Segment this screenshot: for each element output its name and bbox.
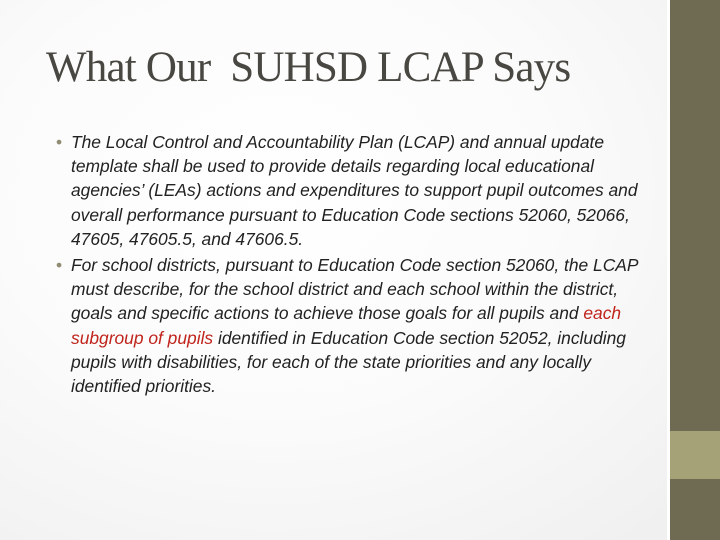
decorative-side-accent — [670, 431, 720, 479]
highlighted-text: each subgroup of pupils — [71, 303, 622, 348]
bullet-item-school-districts — [51, 253, 641, 398]
slide-title: What Our SUHSD LCAP Says — [46, 44, 571, 91]
bullet-list — [51, 130, 641, 400]
bullet-marker: • — [56, 255, 63, 276]
bullet-text-after: identified in Education Code section 52052, including pupils with disabilities, for each of the state priorities and any locally identified priorities. — [71, 327, 626, 397]
bullet-text-before: For school districts, pursuant to Education Code section 52060, the LCAP must describe, for the school district and each school within the district, goals and specific actions to achieve those goals for all pupils and — [71, 255, 638, 324]
bullet-text: The Local Control and Accountability Plan (LCAP) and annual update template shall be used to provide details regarding local educational agencies’ (LEAs) actions and expenditures to support pupil outcomes and overall performance pursuant to Education Code sections 52060, 52066, 47605, 47605.5, and 47606.5. — [71, 132, 638, 249]
bullet-marker: • — [56, 132, 63, 152]
bullet-item-lcap-template — [51, 130, 641, 251]
